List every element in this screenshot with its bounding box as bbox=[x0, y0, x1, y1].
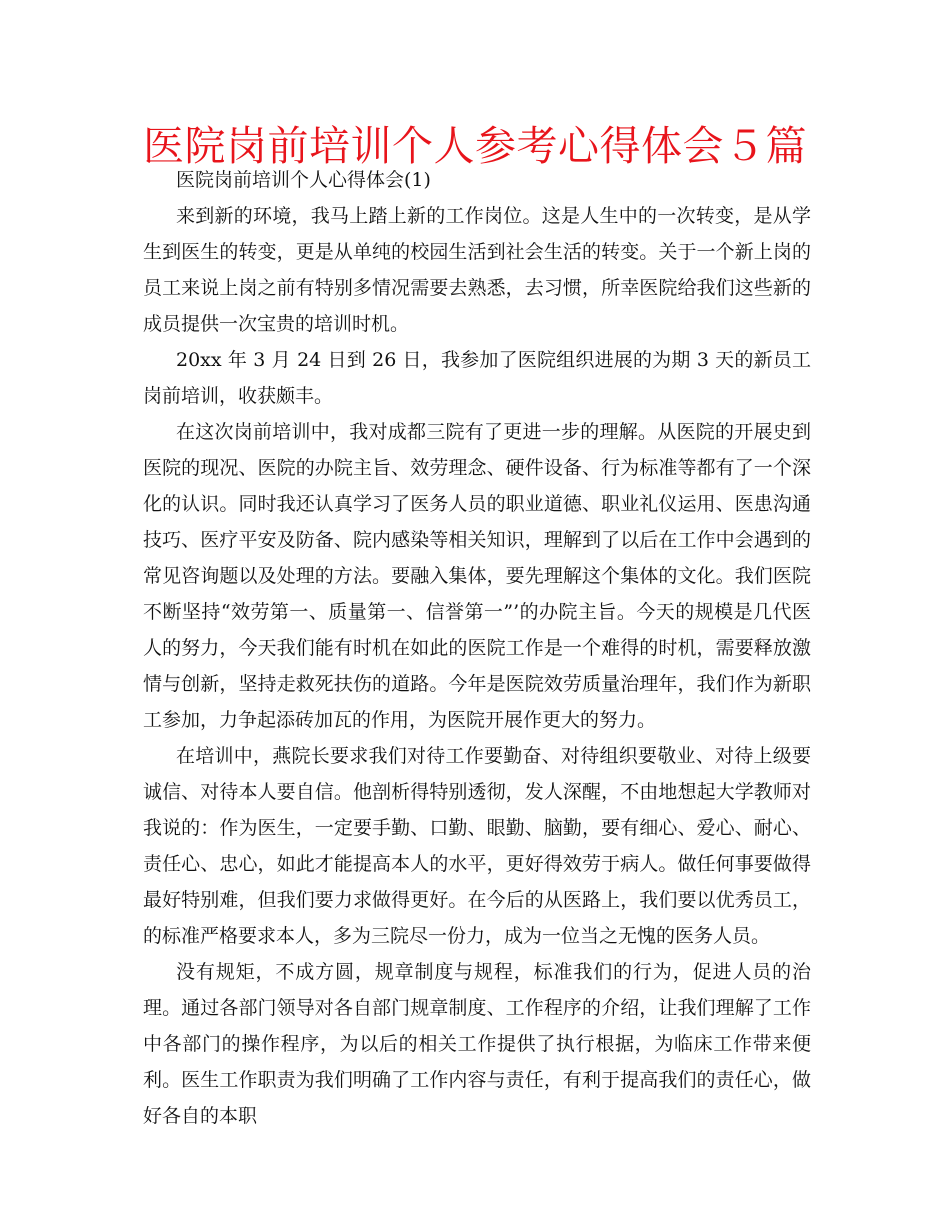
section-heading: 医院岗前培训个人心得体会(1) bbox=[176, 169, 431, 191]
paragraph-5: 没有规矩，不成方圆，规章制度与规程，标准我们的行为，促进人员的治理。通过各部门领导对各自部门规章制度、工作程序的介绍，让我们理解了工作中各部门的操作程序，为以后的相关工作提供了执行根据，为临床工作带来便利。医生工作职责为我们明确了工作内容与责任，有利于提高我们的责任心，做好各自的本职 bbox=[143, 961, 811, 1127]
document-body bbox=[143, 162, 811, 1134]
paragraph-2: 20xx 年 3 月 24 日到 26 日，我参加了医院组织进展的为期 3 天的新员工岗前培训，收获颇丰。 bbox=[143, 349, 811, 407]
paragraph-4: 在培训中，燕院长要求我们对待工作要勤奋、对待组织要敬业、对待上级要诚信、对待本人要自信。他剖析得特别透彻，发人深醒，不由地想起大学教师对我说的：作为医生，一定要手勤、口勤、眼勤、脑勤，要有细心、爱心、耐心、责任心、忠心，如此才能提高本人的水平，更好得效劳于病人。做任何事要做得最好特别难，但我们要力求做得更好。在今后的从医路上，我们要以优秀员工，的标准严格要求本人，多为三院尽一份力，成为一位当之无愧的医务人员。 bbox=[143, 745, 811, 947]
document-title: 医院岗前培训个人参考心得体会５篇 bbox=[143, 122, 807, 170]
paragraph-1: 来到新的环境，我马上踏上新的工作岗位。这是人生中的一次转变，是从学生到医生的转变，更是从单纯的校园生活到社会生活的转变。关于一个新上岗的员工来说上岗之前有特别多情况需要去熟悉，去习惯，所幸医院给我们这些新的成员提供一次宝贵的培训时机。 bbox=[143, 205, 811, 335]
paragraph-3: 在这次岗前培训中，我对成都三院有了更进一步的理解。从医院的开展史到医院的现况、医院的办院主旨、效劳理念、硬件设备、行为标准等都有了一个深化的认识。同时我还认真学习了医务人员的职业道德、职业礼仪运用、医患沟通技巧、医疗平安及防备、院内感染等相关知识，理解到了以后在工作中会遇到的常见咨询题以及处理的方法。要融入集体，要先理解这个集体的文化。我们医院不断坚持“效劳第一、质量第一、信誉第一”’的办院主旨。今天的规模是几代医人的努力，今天我们能有时机在如此的医院工作是一个难得的时机，需要释放激情与创新，坚持走救死扶伤的道路。今年是医院效劳质量治理年，我们作为新职工参加，力争起添砖加瓦的作用，为医院开展作更大的努力。 bbox=[143, 421, 811, 731]
